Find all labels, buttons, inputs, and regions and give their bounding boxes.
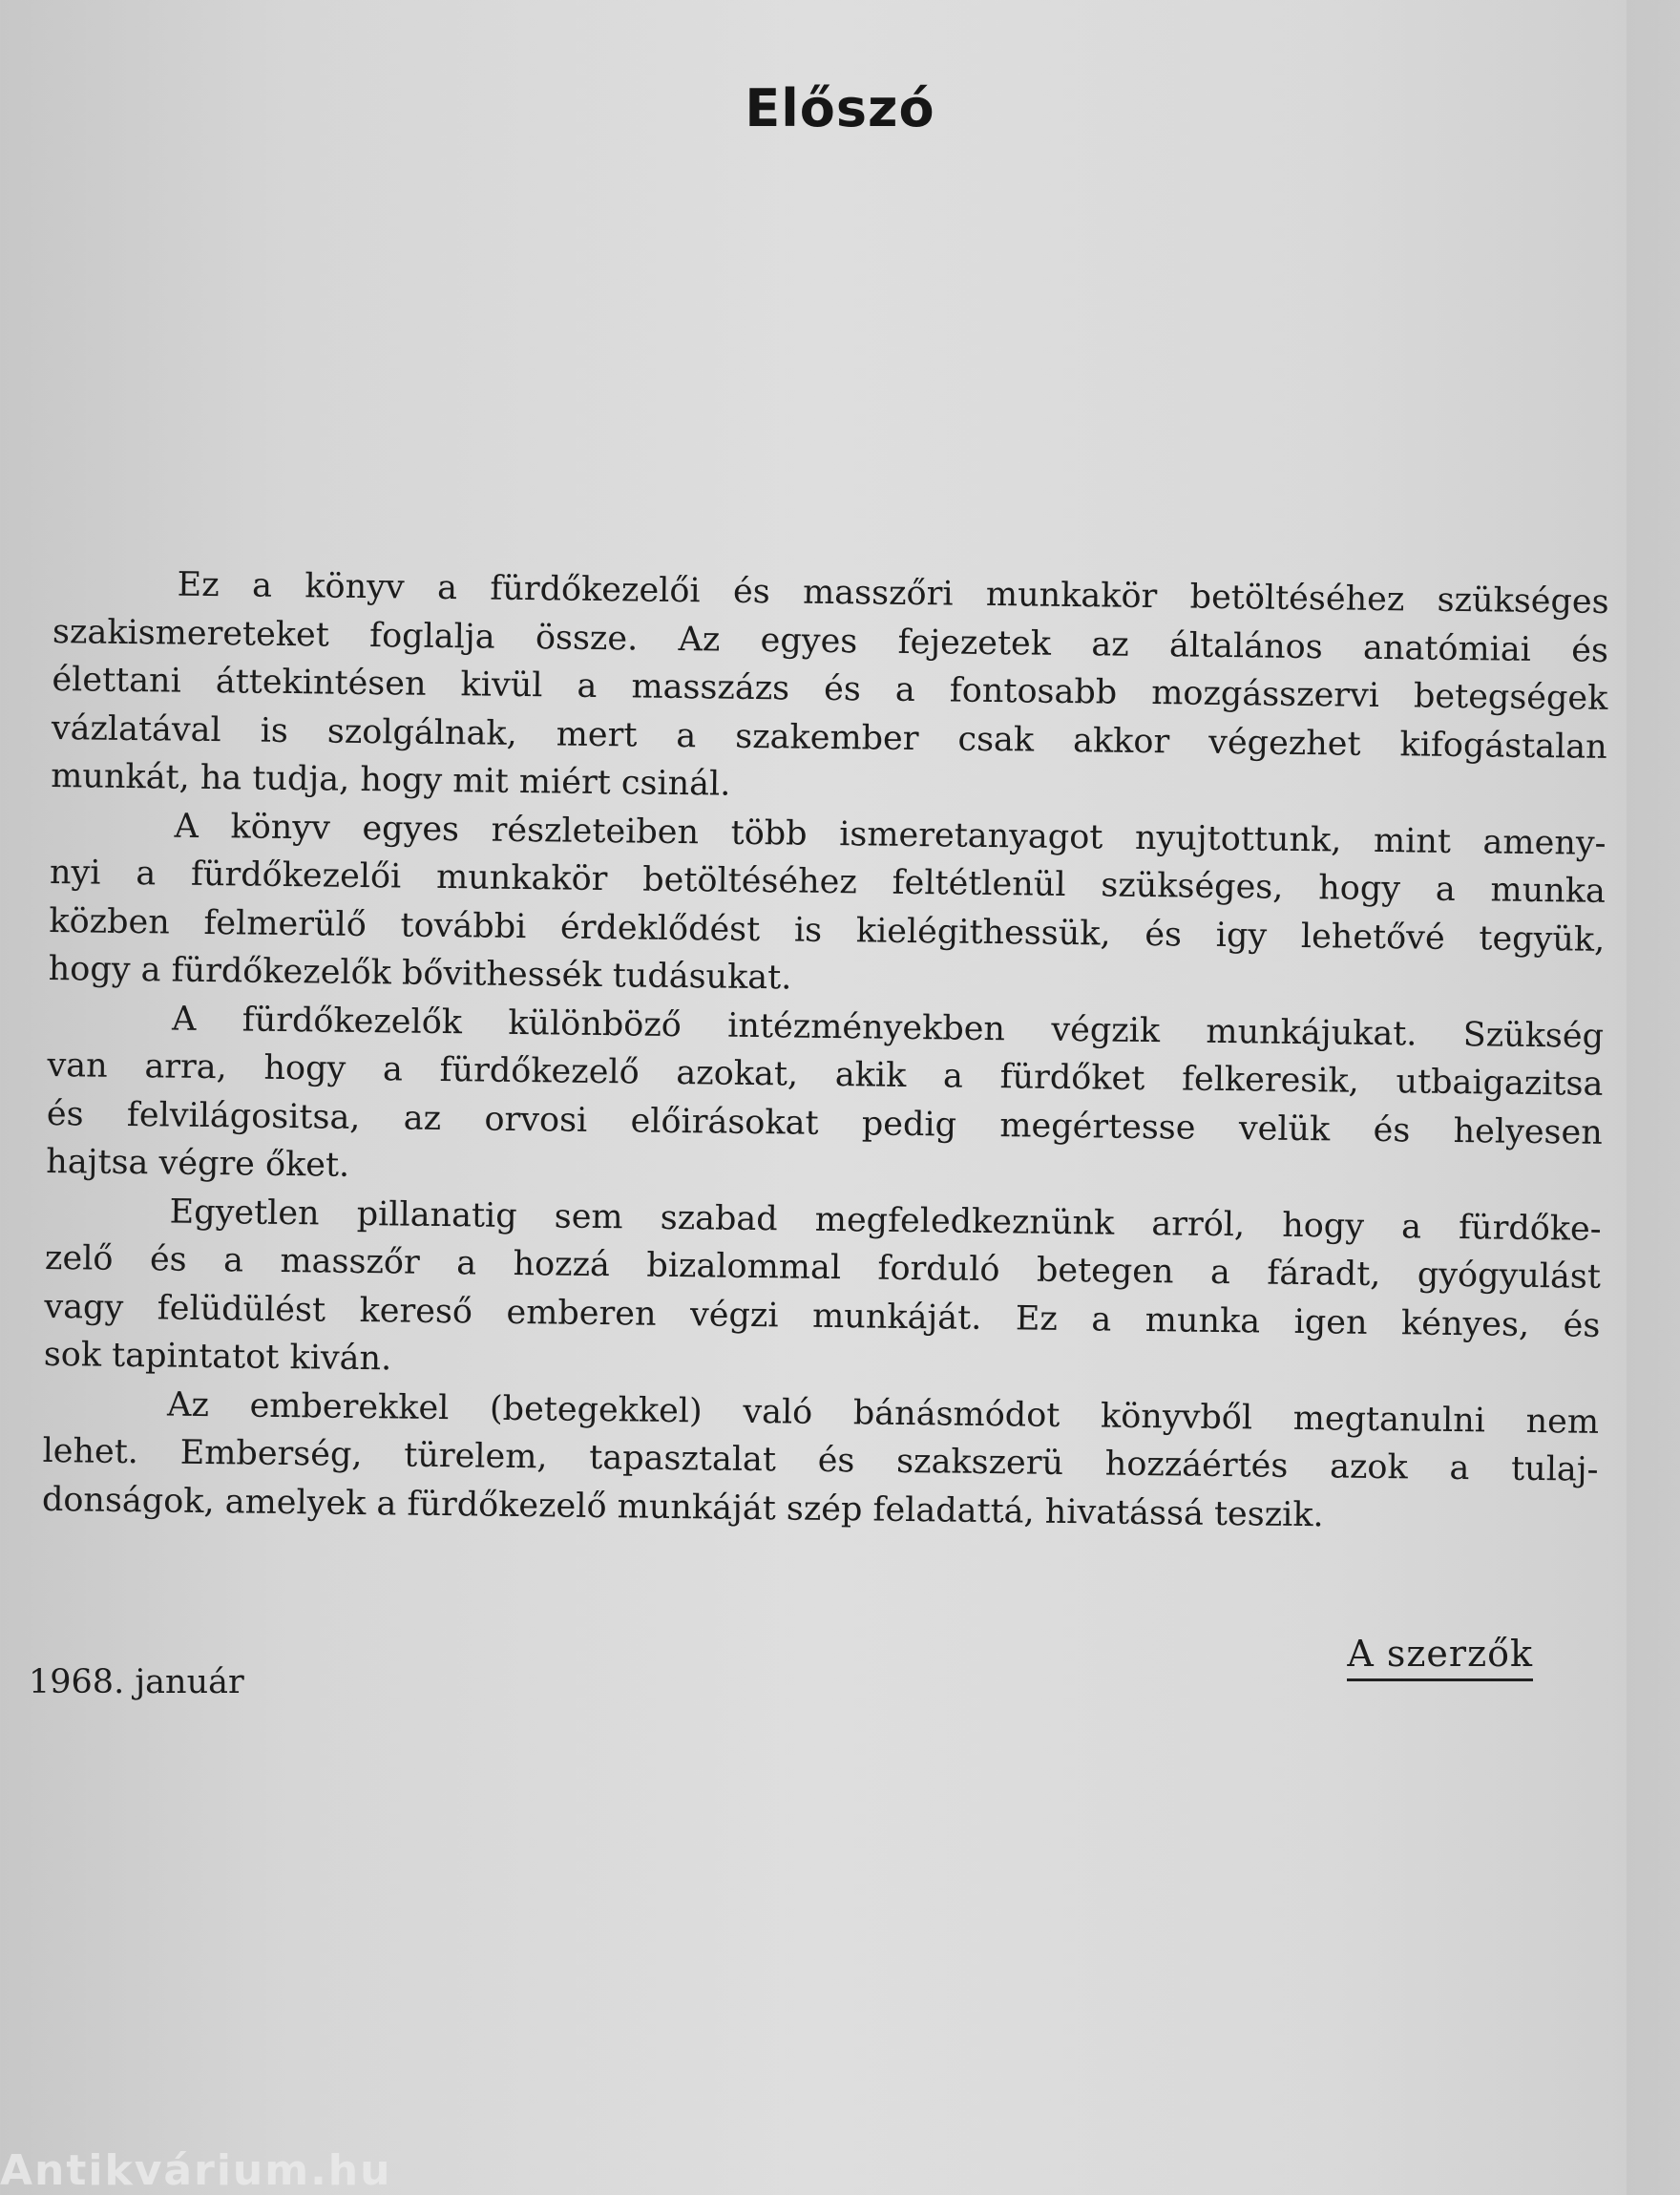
- text-line: hogy a fürdőkezelők bővithessék tudásukat.: [48, 949, 792, 998]
- text-line: lehet. Emberség, türelem, tapasztalat és szakszerü hozzáértés azok a tulaj-: [42, 1431, 1599, 1489]
- text-line: hajtsa végre őket.: [46, 1142, 350, 1185]
- paragraph-4: [44, 1186, 1602, 1398]
- paragraph-3: [46, 993, 1604, 1205]
- text-line: közben felmerülő további érdeklődést is kielégithessük, és igy lehetővé tegyük,: [49, 901, 1606, 960]
- text-line: A könyv egyes részleteiben több ismeretanyagot nyujtottunk, mint ameny-: [174, 807, 1606, 863]
- preface-body: [42, 559, 1609, 1543]
- text-line: sok tapintatot kiván.: [43, 1335, 392, 1379]
- text-line: és felvilágositsa, az orvosi előirásokat pedig megértesse velük és helyesen: [46, 1094, 1604, 1152]
- text-line: Egyetlen pillanatig sem szabad megfeledkeznünk arról, hogy a fürdőke-: [169, 1192, 1602, 1249]
- text-line: Ez a könyv a fürdőkezelői és masszőri munkakör betöltéséhez szükséges: [177, 565, 1609, 622]
- text-line: vagy felüdülést kereső emberen végzi munkáját. Ez a munka igen kényes, és: [44, 1287, 1601, 1345]
- text-line: élettani áttekintésen kivül a masszázs és a fontosabb mozgásszervi betegségek: [52, 660, 1608, 718]
- text-line: A fürdőkezelők különböző intézményekben végzik munkájukat. Szükség: [171, 1000, 1605, 1056]
- text-line: zelő és a masszőr a hozzá bizalommal forduló betegen a fáradt, gyógyulást: [44, 1238, 1602, 1297]
- text-line: Az emberekkel (betegekkel) való bánásmódot könyvből megtanulni nem: [166, 1385, 1600, 1442]
- text-line: donságok, amelyek a fürdőkezelő munkáját szép feladattá, hivatássá teszik.: [41, 1480, 1324, 1534]
- paragraph-2: [48, 800, 1606, 1012]
- signature: A szerzők: [1347, 1633, 1533, 1681]
- text-line: szakismereteket foglalja össze. Az egyes fejezetek az általános anatómiai és: [52, 612, 1609, 670]
- paragraph-5: [42, 1379, 1600, 1542]
- text-line: van arra, hogy a fürdőkezelő azokat, akik a fürdőket felkeresik, utbaigazitsa: [47, 1045, 1604, 1104]
- text-line: nyi a fürdőkezelői munkakör betöltéséhez feltétlenül szükséges, hogy a munka: [49, 853, 1606, 911]
- page-title: Előszó: [745, 78, 935, 138]
- text-line: munkát, ha tudja, hogy mit miért csinál.: [50, 756, 731, 804]
- date-line: 1968. január: [29, 1663, 244, 1701]
- paragraph-1: [51, 559, 1609, 819]
- watermark: Antikvárium.hu: [0, 2146, 392, 2195]
- text-line: vázlatával is szolgálnak, mert a szakember csak akkor végezhet kifogástalan: [51, 708, 1607, 767]
